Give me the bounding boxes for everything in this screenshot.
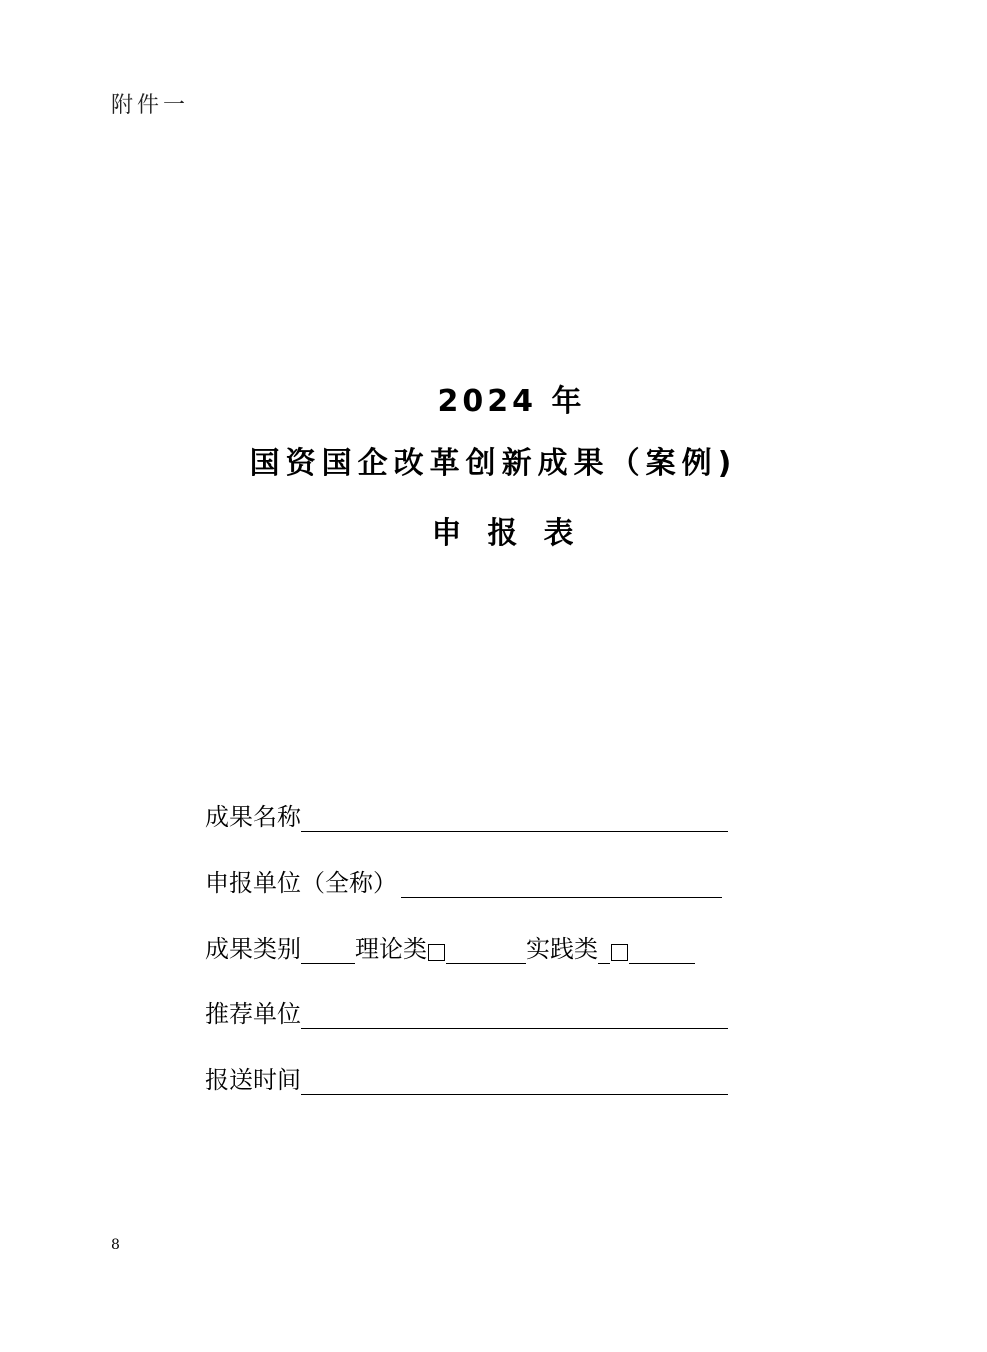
category-practice-label: 实践类 bbox=[526, 935, 598, 963]
attachment-label: 附件一 bbox=[111, 93, 190, 118]
category-blank-2 bbox=[446, 939, 526, 964]
achievement-name-label: 成果名称 bbox=[205, 803, 301, 831]
recommending-unit-label: 推荐单位 bbox=[205, 1000, 301, 1028]
achievement-name-blank[interactable] bbox=[301, 807, 728, 832]
field-submission-time bbox=[205, 1060, 728, 1095]
submission-time-blank[interactable] bbox=[301, 1070, 728, 1095]
category-theory-label: 理论类 bbox=[355, 935, 427, 963]
category-blank-1 bbox=[301, 939, 355, 964]
recommending-unit-blank[interactable] bbox=[301, 1004, 728, 1029]
category-blank-4 bbox=[629, 939, 695, 964]
field-category bbox=[205, 929, 695, 964]
title-year: 2024 年 bbox=[437, 384, 586, 419]
applicant-unit-blank[interactable] bbox=[401, 873, 722, 898]
page-number: 8 bbox=[111, 1237, 120, 1253]
category-practice-checkbox[interactable] bbox=[611, 944, 628, 961]
title-sub: 申报表 bbox=[431, 516, 600, 551]
field-applicant-unit bbox=[205, 863, 722, 898]
field-recommending-unit bbox=[205, 994, 728, 1029]
title-main: 国资国企改革创新成果（案例) bbox=[249, 446, 738, 481]
category-theory-checkbox[interactable] bbox=[428, 944, 445, 961]
category-label: 成果类别 bbox=[205, 935, 301, 963]
field-achievement-name bbox=[205, 797, 728, 832]
category-blank-3 bbox=[598, 939, 610, 964]
submission-time-label: 报送时间 bbox=[205, 1066, 301, 1094]
applicant-unit-label: 申报单位（全称） bbox=[205, 869, 397, 897]
